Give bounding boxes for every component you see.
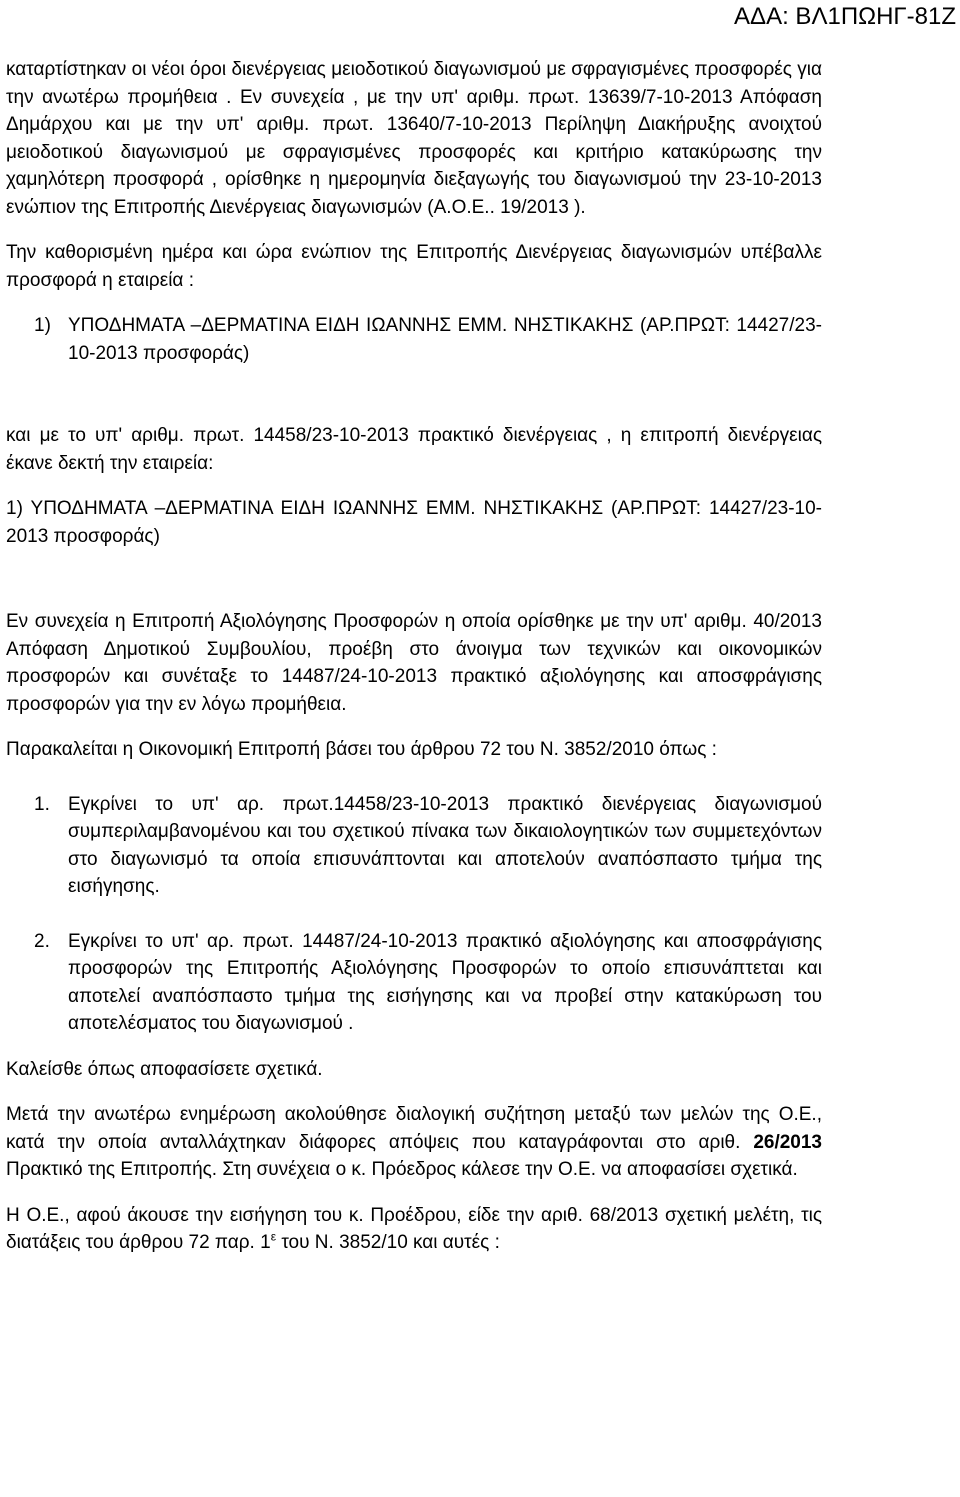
document-body [6,56,822,1257]
resolution-text-2: του Ν. 3852/10 και αυτές : [276,1232,500,1253]
bidder-list-text: ΥΠΟΔΗΜΑΤΑ –ΔΕΡΜΑΤΙΝΑ ΕΙΔΗ ΙΩΑΝΝΗΣ ΕΜΜ. ΝΗΣΤΙΚΑΚΗΣ (ΑΡ.ΠΡΩΤ: 14427/23-10-2013 προσφοράς) [68,315,822,364]
paragraph-acceptance: και με το υπ' αριθμ. πρωτ. 14458/23-10-2013 πρακτικό διενέργειας , η επιτροπή διενέργειας έκανε δεκτή την εταιρεία: [6,425,822,474]
decision-item-2 [6,928,822,1038]
bidder-list-item [6,312,822,367]
decision-item-1 [6,791,822,901]
discussion-text-2: Πρακτικό της Επιτροπής. Στη συνέχεια ο κ. Πρόεδρος κάλεσε την Ο.Ε. να αποφασίσει σχετικά. [6,1159,798,1180]
minutes-number: 26/2013 [753,1131,822,1153]
decision-item-1-number: 1. [34,793,50,815]
paragraph-submission: Την καθορισμένη ημέρα και ώρα ενώπιον της Επιτροπής Διενέργειας διαγωνισμών υπέβαλλε προσφορά η εταιρεία : [6,242,822,291]
decision-item-2-text: Εγκρίνει το υπ' αρ. πρωτ. 14487/24-10-2013 πρακτικό αξιολόγησης και αποσφράγισης προσφορών της Επιτροπής Αξιολόγησης Προσφορών το οποίο επισυνάπτεται και αποτελεί αναπόσπαστο τμήμα της εισήγησης και να προβεί στην κατακύρωση του αποτελέσματος του διαγωνισμού . [68,930,822,1034]
paragraph-resolution [6,1202,822,1257]
accepted-company: 1) ΥΠΟΔΗΜΑΤΑ –ΔΕΡΜΑΤΙΝΑ ΕΙΔΗ ΙΩΑΝΝΗΣ ΕΜΜ. ΝΗΣΤΙΚΑΚΗΣ (ΑΡ.ΠΡΩΤ: 14427/23-10-2013 προσφοράς) [6,498,822,547]
resolution-superscript: ε [270,1229,277,1244]
paragraph-background: καταρτίστηκαν οι νέοι όροι διενέργειας μειοδοτικού διαγωνισμού με σφραγισμένες προσφορές για την ανωτέρω προμήθεια . Εν συνεχεία , με την υπ' αριθμ. πρωτ. 13639/7-10-2013 Απόφαση Δημάρχου και με την υπ' αριθμ. πρωτ. 13640/7-10-2013 Περίληψη Διακήρυξης ανοιχτού μειοδοτικού διαγωνισμού με σφραγισμένες προσφορές και κριτήριο κατακύρωσης την χαμηλότερη προσφορά , ορίσθηκε η ημερομηνία διεξαγωγής του διαγωνισμού την 23-10-2013 ενώπιον της Επιτροπής Διενέργειας διαγωνισμών (Α.Ο.Ε.. 19/2013 ). [6,59,822,218]
decision-item-2-number: 2. [34,930,50,952]
bidder-list-number: 1) [34,315,51,336]
ada-code: ΑΔΑ: ΒΛ1ΠΩΗΓ-81Ζ [734,3,956,30]
paragraph-request: Παρακαλείται η Οικονομική Επιτροπή βάσει του άρθρου 72 του Ν. 3852/2010 όπως : [6,739,717,760]
paragraph-call-to-decide: Καλείσθε όπως αποφασίσετε σχετικά. [6,1058,323,1080]
discussion-text-1: Μετά την ανωτέρω ενημέρωση ακολούθησε διαλογική συζήτηση μεταξύ των μελών της Ο.Ε., κατά την οποία ανταλλάχτηκαν διάφορες απόψεις που καταγράφονται στο αριθ. [6,1104,822,1153]
paragraph-discussion [6,1101,822,1184]
decision-item-1-text: Εγκρίνει το υπ' αρ. πρωτ.14458/23-10-2013 πρακτικό διενέργειας διαγωνισμού συμπεριλαμβανομένου και του σχετικού πίνακα των δικαιολογητικών των συμμετεχόντων στο διαγωνισμό τα οποία επισυνάπτονται και αποτελούν αναπόσπαστο τμήμα της εισήγησης. [68,793,822,897]
paragraph-evaluation: Εν συνεχεία η Επιτροπή Αξιολόγησης Προσφορών η οποία ορίσθηκε με την υπ' αριθμ. 40/2013 Απόφαση Δημοτικού Συμβουλίου, προέβη στο άνοιγμα των τεχνικών και οικονομικών προσφορών και συνέταξε το 14487/24-10-2013 πρακτικό αξιολόγησης και αποσφράγισης προσφορών για την εν λόγω προμήθεια. [6,611,822,715]
resolution-text-1: Η Ο.Ε., αφού άκουσε την εισήγηση του κ. Προέδρου, είδε την αριθ. 68/2013 σχετική μελέτη, τις διατάξεις του άρθρου 72 παρ. 1 [6,1204,822,1253]
